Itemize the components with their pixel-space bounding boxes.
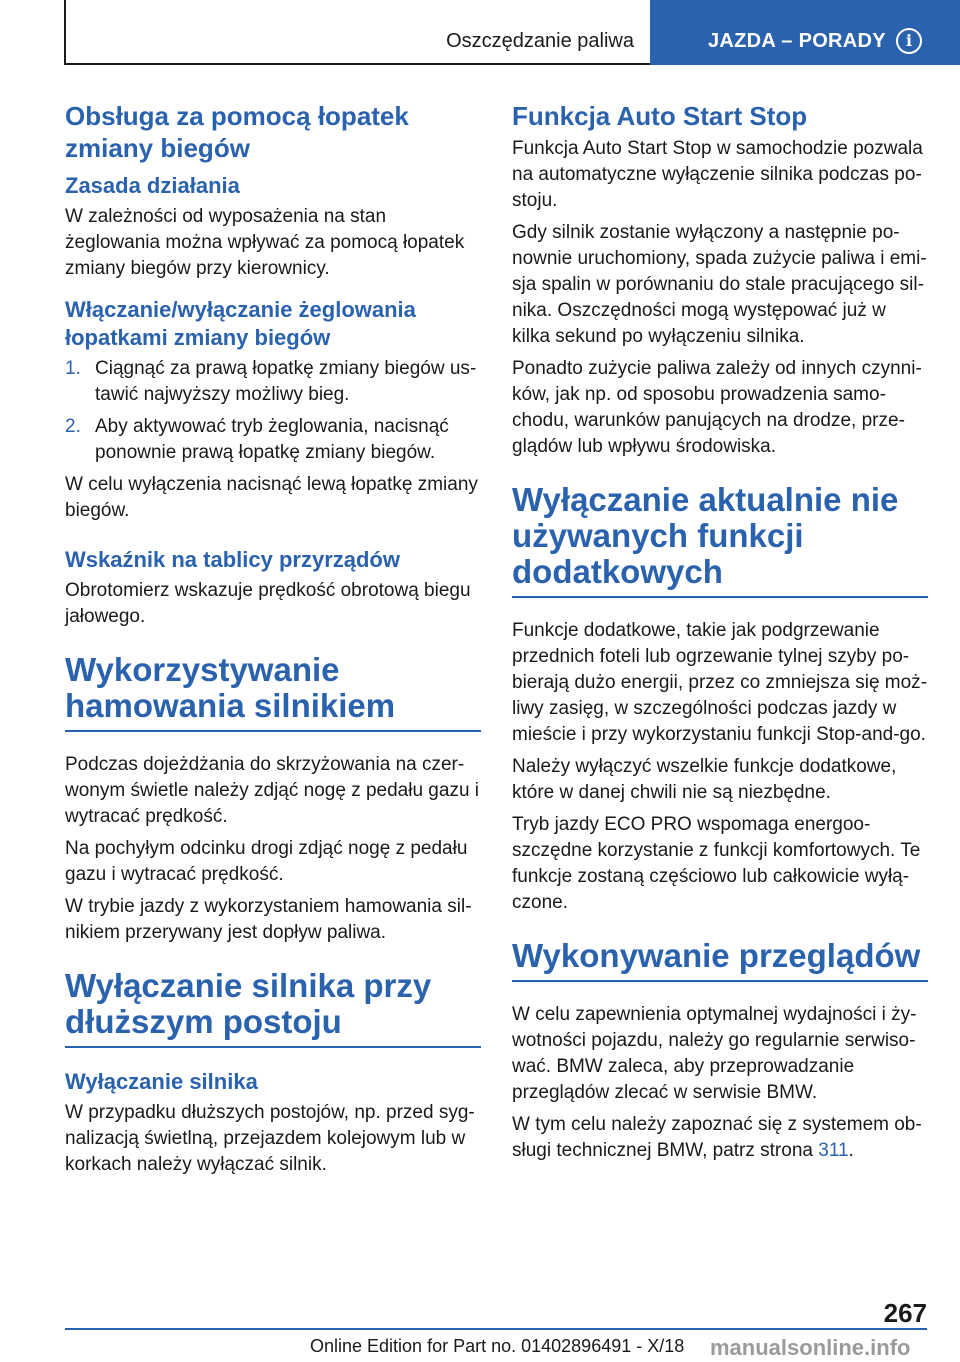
section-rule bbox=[65, 730, 481, 732]
text-auto-3: Ponadto zużycie paliwa zależy od innych czynników, jak np. od sposobu prowadzenia samochodu, warunków panujących na drodze, przeglądów lub wpływu środowiska. bbox=[512, 358, 922, 457]
heading-stop-engine: Wyłączanie silnika przy dłuższym postoju bbox=[65, 967, 432, 1040]
header-section-title: Oszczędzanie paliwa bbox=[446, 30, 634, 52]
right-column bbox=[512, 100, 928, 1170]
step-text: Ciągnąć za prawą łopatkę zmiany biegów ustawić najwyższy możliwy bieg. bbox=[95, 358, 477, 405]
text-auto-1: Funkcja Auto Start Stop w samochodzie pozwala na automatyczne wyłączenie silnika podczas postoju. bbox=[512, 138, 923, 211]
footer-edition: Online Edition for Part no. 01402896491 - X/18 bbox=[310, 1336, 685, 1356]
heading-engine-off: Wyłączanie silnika bbox=[65, 1069, 258, 1094]
heading-indicator: Wskaźnik na tablicy przyrządów bbox=[65, 547, 400, 572]
heading-principle: Zasada działania bbox=[65, 173, 240, 198]
header-left-rule bbox=[64, 0, 66, 64]
text-service-2-pre: W tym celu należy zapoznać się z systemem obsługi technicznej BMW, patrz strona bbox=[512, 1114, 922, 1161]
heading-service: Wykonywanie przeglądów bbox=[512, 937, 921, 974]
text-service-2-post: . bbox=[848, 1140, 854, 1161]
left-column bbox=[65, 100, 481, 1184]
section-rule bbox=[512, 596, 928, 598]
step-number: 1. bbox=[65, 358, 81, 379]
text-disable-2: Należy wyłączyć wszelkie funkcje dodatkowe, które w danej chwili nie są niezbędne. bbox=[512, 756, 897, 803]
list-item bbox=[65, 414, 481, 466]
heading-onoff: Włączanie/wyłączanie żeglowania łopatkami zmiany biegów bbox=[65, 297, 416, 350]
text-engine-braking-1: Podczas dojeżdżania do skrzyżowania na czerwonym świetle należy zdjąć nogę z pedału gazu i wytracać prędkość. bbox=[65, 754, 480, 827]
page-number: 267 bbox=[883, 1298, 927, 1328]
header-bottom-rule bbox=[64, 63, 650, 65]
text-engine-off: W przypadku dłuższych postojów, np. przed sygnalizacją świetlną, przejazdem kolejowym lub w korkach należy wyłączać silnik. bbox=[65, 1102, 475, 1175]
text-auto-2: Gdy silnik zostanie wyłączony a następnie ponownie uruchomiony, spada zużycie paliwa i emisja spalin w porównaniu do stale pracującego silnika. Oszczędności mogą występować już w kilka sekund po wyłączeniu silnika. bbox=[512, 222, 927, 347]
heading-paddles: Obsługa za pomocą łopatek zmiany biegów bbox=[65, 101, 409, 163]
heading-disable-functions: Wyłączanie aktualnie nie używanych funkcji dodatkowych bbox=[512, 481, 899, 590]
text-engine-braking-2: Na pochyłym odcinku drogi zdjąć nogę z pedału gazu i wytracać prędkość. bbox=[65, 838, 468, 885]
text-engine-braking-3: W trybie jazdy z wykorzystaniem hamowania silnikiem przerywany jest dopływ paliwa. bbox=[65, 896, 472, 943]
page-header bbox=[0, 0, 960, 66]
step-text: Aby aktywować tryb żeglowania, nacisnąć ponownie prawą łopatkę zmiany biegów. bbox=[95, 416, 449, 463]
text-indicator: Obrotomierz wskazuje prędkość obrotową biegu jałowego. bbox=[65, 580, 471, 627]
heading-engine-braking: Wykorzystywanie hamowania silnikiem bbox=[65, 651, 396, 724]
text-disable-1: Funkcje dodatkowe, takie jak podgrzewanie przednich foteli lub ogrzewanie tylnej szyby pobierają dużo energii, przez co zmniejsza się możliwy zasięg, w szczególności podczas jazdy w mieście i przy wykorzystaniu funkcji Stop-and-go. bbox=[512, 620, 928, 745]
section-rule bbox=[65, 1046, 481, 1048]
header-chapter-label: JAZDA – PORADY bbox=[708, 30, 886, 52]
header-chapter-tab[interactable] bbox=[650, 0, 960, 65]
section-rule bbox=[512, 980, 928, 982]
text-off: W celu wyłączenia nacisnąć lewą łopatkę zmiany biegów. bbox=[65, 474, 478, 521]
text-service-1: W celu zapewnienia optymalnej wydajności i żywotności pojazdu, należy go regularnie serwisować. BMW zaleca, aby przeprowadzanie przeglądów zlecać w serwisie BMW. bbox=[512, 1004, 917, 1103]
watermark: manualsonline.info bbox=[710, 1335, 911, 1360]
text-service-2 bbox=[512, 1112, 928, 1164]
list-item bbox=[65, 356, 481, 408]
info-icon[interactable]: i bbox=[896, 28, 922, 54]
text-disable-3: Tryb jazdy ECO PRO wspomaga energooszczędne korzystanie z funkcji komfortowych. Te funkcje zostaną częściowo lub całkowicie wyłączone. bbox=[512, 814, 921, 913]
page-reference-link[interactable]: 311 bbox=[818, 1140, 849, 1161]
step-number: 2. bbox=[65, 416, 81, 437]
heading-auto-start-stop: Funkcja Auto Start Stop bbox=[512, 101, 808, 131]
text-principle: W zależności od wyposażenia na stan żeglowania można wpływać za pomocą łopatek zmiany biegów przy kierownicy. bbox=[65, 206, 465, 279]
footer-rule bbox=[65, 1328, 927, 1330]
